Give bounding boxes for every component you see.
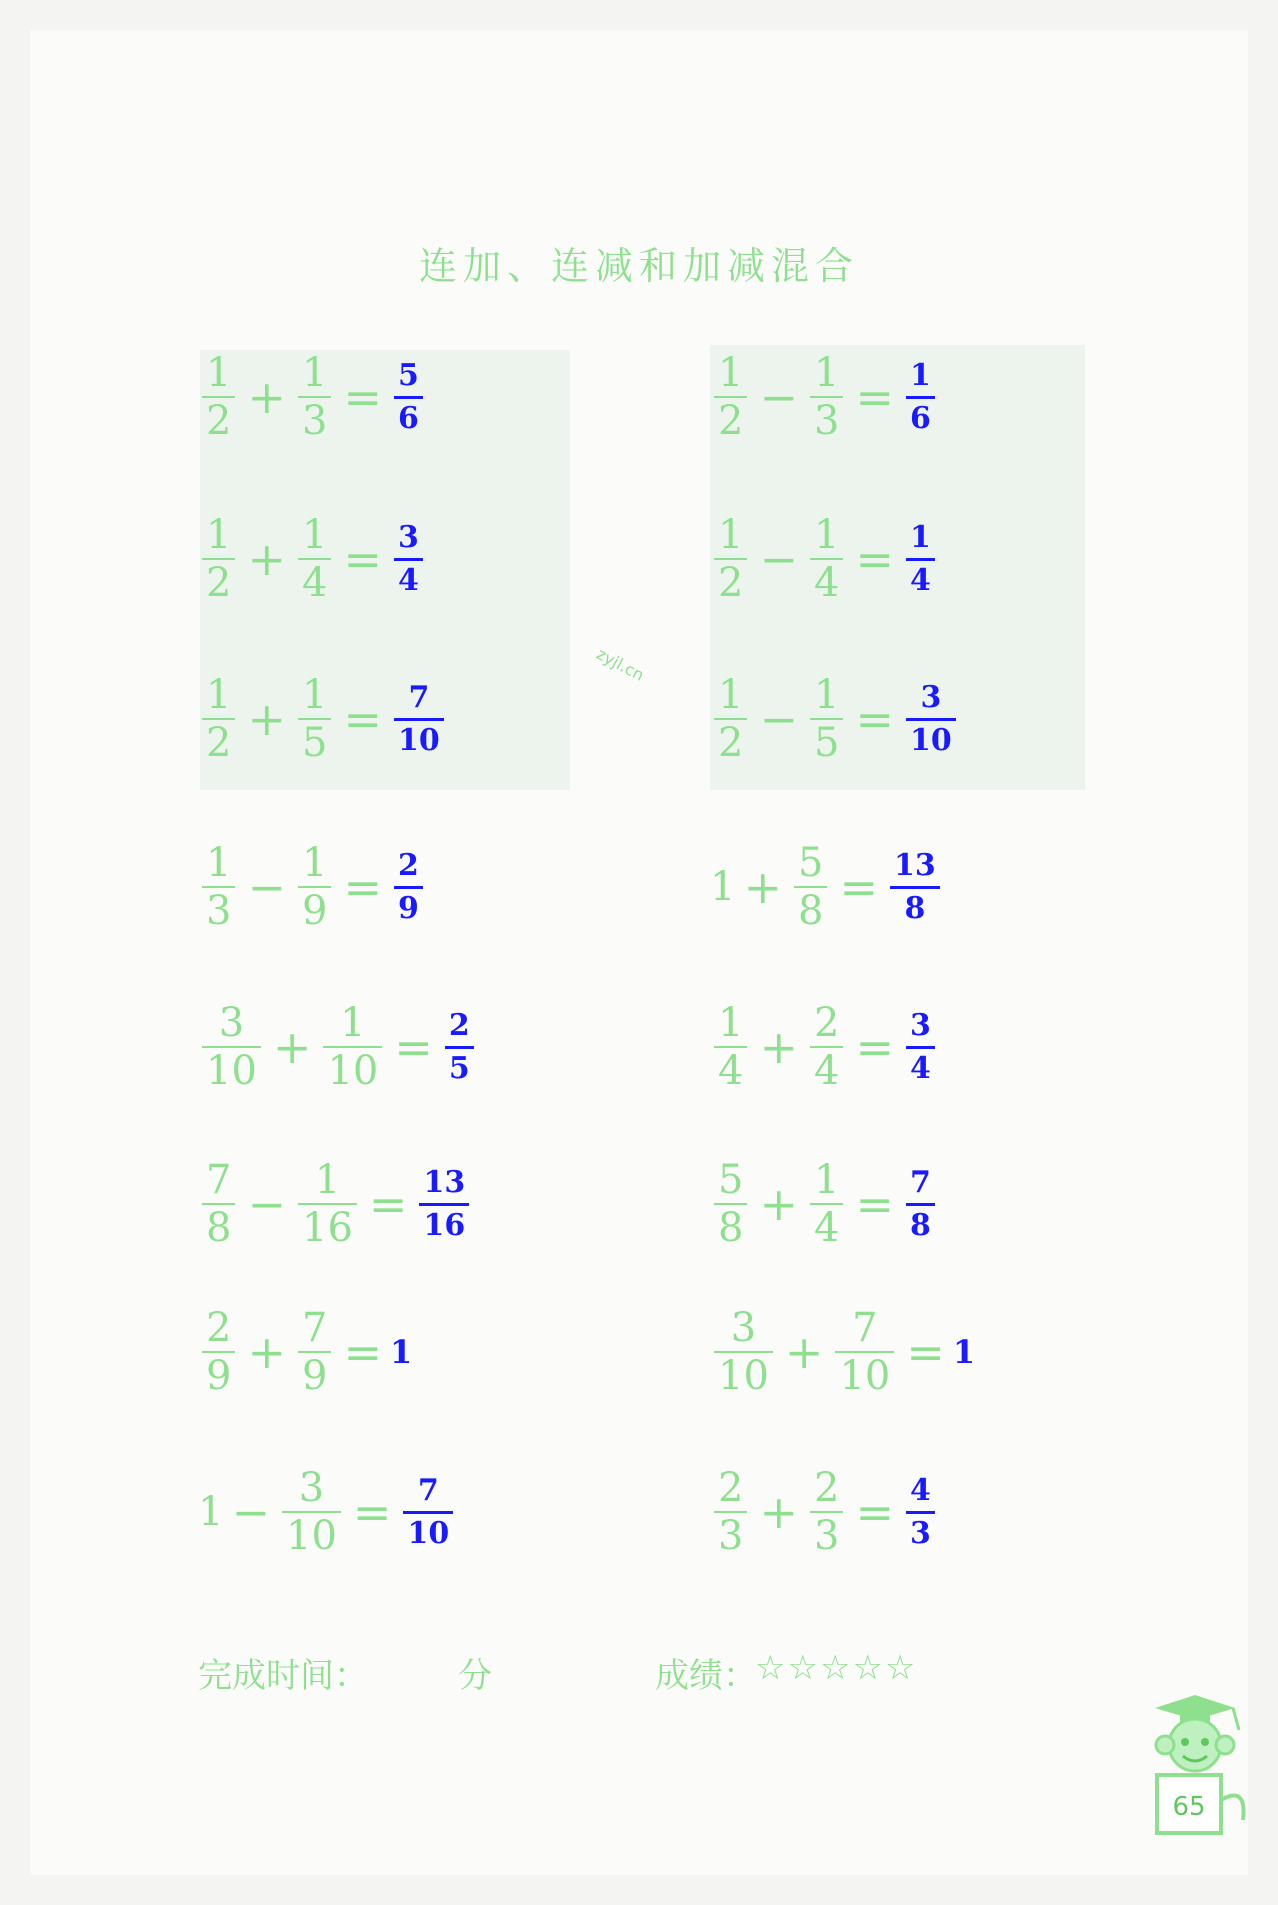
problem-12 — [710, 1157, 939, 1251]
right-fraction-numerator: 3 — [298, 1465, 325, 1511]
right-fraction-denominator: 16 — [302, 1205, 353, 1251]
left-whole-number: 1 — [198, 1489, 224, 1535]
right-fraction — [810, 672, 843, 766]
operator: − — [247, 1177, 286, 1231]
operator: + — [272, 1020, 312, 1074]
operator: − — [759, 532, 798, 586]
answer-fraction-denominator: 16 — [423, 1207, 466, 1243]
left-fraction-denominator: 8 — [206, 1205, 232, 1251]
left-fraction-denominator: 10 — [718, 1353, 769, 1399]
answer-fraction-denominator: 6 — [910, 400, 931, 436]
left-fraction — [202, 672, 235, 766]
answer-fraction-denominator: 10 — [398, 722, 440, 758]
page-title: 连加、连减和加减混合 — [418, 244, 859, 288]
left-fraction-denominator: 2 — [718, 720, 744, 766]
left-fraction-numerator: 7 — [206, 1157, 232, 1203]
left-fraction-denominator: 3 — [206, 888, 232, 934]
answer-fraction — [906, 678, 956, 761]
right-fraction-denominator: 9 — [302, 888, 328, 934]
left-fraction-numerator: 2 — [206, 1305, 232, 1351]
left-fraction-numerator: 1 — [718, 512, 744, 558]
right-fraction-numerator: 1 — [340, 1000, 366, 1046]
equals-sign: = — [855, 1020, 894, 1074]
operator: + — [759, 1485, 798, 1539]
right-fraction-numerator: 1 — [814, 512, 840, 558]
answer-fraction-numerator: 13 — [894, 847, 936, 883]
left-fraction-numerator: 1 — [718, 1000, 744, 1046]
equals-sign: = — [394, 1020, 433, 1074]
problem-1 — [198, 350, 427, 444]
operator: + — [743, 860, 782, 914]
right-fraction-denominator: 8 — [798, 888, 824, 934]
answer-fraction-numerator: 3 — [910, 1007, 931, 1043]
right-fraction — [298, 672, 331, 766]
right-fraction-denominator: 5 — [814, 720, 840, 766]
answer-fraction — [445, 1006, 474, 1089]
problem-7 — [198, 840, 427, 934]
left-fraction-denominator: 2 — [206, 398, 232, 444]
answer-fraction-denominator: 9 — [398, 890, 419, 926]
answer-fraction — [906, 356, 935, 439]
answer-fraction-numerator: 7 — [408, 679, 430, 715]
right-fraction — [810, 1157, 843, 1251]
left-fraction-denominator: 2 — [206, 720, 232, 766]
left-fraction — [714, 672, 747, 766]
problem-15 — [198, 1465, 457, 1559]
answer-fraction-numerator: 13 — [423, 1164, 466, 1200]
problem-16 — [710, 1465, 939, 1559]
answer-fraction — [906, 1471, 935, 1554]
right-fraction — [810, 1000, 843, 1094]
right-fraction — [323, 1000, 382, 1094]
answer-fraction-numerator: 1 — [910, 519, 931, 555]
answer-fraction-numerator: 7 — [910, 1164, 931, 1200]
problem-4 — [710, 512, 939, 606]
right-fraction-numerator: 2 — [814, 1465, 840, 1511]
right-fraction-denominator: 4 — [814, 1205, 840, 1251]
left-fraction-numerator: 1 — [206, 840, 232, 886]
left-fraction-numerator: 3 — [730, 1305, 757, 1351]
answer-fraction-denominator: 3 — [910, 1515, 931, 1551]
left-fraction-numerator: 1 — [718, 672, 744, 718]
answer-fraction — [906, 1163, 935, 1246]
equals-sign: = — [352, 1485, 392, 1539]
right-fraction-numerator: 1 — [814, 672, 840, 718]
problem-13 — [198, 1305, 412, 1399]
answer-fraction-denominator: 4 — [910, 562, 931, 598]
answer-fraction-denominator: 8 — [904, 890, 926, 926]
problem-8 — [710, 840, 944, 934]
problem-14 — [710, 1305, 975, 1399]
operator: + — [247, 370, 286, 424]
operator: + — [247, 692, 286, 746]
left-fraction-numerator: 1 — [206, 672, 232, 718]
score-stars: ☆☆☆☆☆ — [755, 1648, 918, 1688]
minutes-unit: 分 — [458, 1656, 492, 1696]
right-fraction-numerator: 5 — [798, 840, 824, 886]
answer-fraction-numerator: 3 — [398, 519, 419, 555]
answer-fraction — [906, 518, 935, 601]
right-fraction — [298, 1305, 331, 1399]
right-fraction — [298, 512, 331, 606]
left-fraction-denominator: 4 — [718, 1048, 744, 1094]
right-fraction-denominator: 10 — [839, 1353, 891, 1399]
equals-sign: = — [855, 1485, 894, 1539]
left-fraction — [714, 512, 747, 606]
right-fraction-numerator: 7 — [852, 1305, 878, 1351]
answer-fraction — [403, 1471, 453, 1554]
operator: − — [759, 692, 798, 746]
left-fraction — [202, 840, 235, 934]
left-fraction — [202, 512, 235, 606]
right-fraction — [298, 840, 331, 934]
left-fraction-numerator: 2 — [718, 1465, 744, 1511]
time-label: 完成时间： — [198, 1656, 368, 1696]
right-fraction-denominator: 3 — [814, 1513, 840, 1559]
answer-fraction-denominator: 4 — [398, 562, 419, 598]
problem-3 — [198, 512, 427, 606]
right-fraction — [810, 512, 843, 606]
left-fraction-denominator: 8 — [718, 1205, 744, 1251]
right-fraction-denominator: 10 — [286, 1513, 337, 1559]
answer-fraction-numerator: 2 — [448, 1007, 470, 1043]
right-fraction-denominator: 4 — [814, 560, 840, 606]
operator: + — [759, 1177, 798, 1231]
answer-fraction-numerator: 5 — [398, 357, 419, 393]
right-fraction-numerator: 7 — [302, 1305, 328, 1351]
watermark: zyjl.cn — [593, 644, 648, 685]
left-fraction — [714, 1157, 747, 1251]
equals-sign: = — [906, 1325, 945, 1379]
equals-sign: = — [343, 692, 382, 746]
left-fraction — [202, 350, 235, 444]
operator: − — [247, 860, 286, 914]
equals-sign: = — [855, 1177, 894, 1231]
equals-sign: = — [855, 692, 894, 746]
right-fraction — [810, 350, 843, 444]
left-fraction-numerator: 3 — [218, 1000, 245, 1046]
problem-10 — [710, 1000, 939, 1094]
right-fraction-denominator: 4 — [302, 560, 328, 606]
left-whole-number: 1 — [710, 864, 736, 910]
left-fraction — [202, 1000, 261, 1094]
equals-sign: = — [855, 532, 894, 586]
right-fraction-denominator: 3 — [814, 398, 840, 444]
left-fraction-denominator: 2 — [206, 560, 232, 606]
answer-fraction-denominator: 8 — [910, 1207, 931, 1243]
answer-fraction — [419, 1163, 469, 1246]
right-fraction-denominator: 10 — [327, 1048, 379, 1094]
right-fraction-numerator: 1 — [302, 672, 328, 718]
right-fraction — [835, 1305, 894, 1399]
answer-fraction — [394, 356, 423, 439]
equals-sign: = — [839, 860, 878, 914]
right-fraction — [794, 840, 827, 934]
answer-fraction-denominator: 6 — [398, 400, 419, 436]
left-fraction-numerator: 1 — [206, 512, 232, 558]
equals-sign: = — [343, 532, 382, 586]
answer-fraction — [906, 1006, 935, 1089]
equals-sign: = — [343, 860, 382, 914]
operator: + — [784, 1325, 824, 1379]
right-fraction-numerator: 1 — [302, 512, 328, 558]
left-fraction-denominator: 9 — [206, 1353, 232, 1399]
left-fraction — [714, 350, 747, 444]
left-fraction — [202, 1305, 235, 1399]
problem-2 — [710, 350, 939, 444]
left-fraction-denominator: 2 — [718, 398, 744, 444]
answer-fraction-numerator: 3 — [920, 679, 942, 715]
equals-sign: = — [343, 370, 382, 424]
right-fraction-numerator: 1 — [302, 350, 328, 396]
answer-fraction — [394, 846, 423, 929]
score-label: 成绩： — [655, 1656, 757, 1696]
problem-9 — [198, 1000, 478, 1094]
answer-whole-number: 1 — [390, 1333, 413, 1371]
operator: + — [759, 1020, 798, 1074]
right-fraction-denominator: 9 — [302, 1353, 328, 1399]
operator: + — [247, 532, 286, 586]
left-fraction — [714, 1465, 747, 1559]
left-fraction-denominator: 10 — [206, 1048, 257, 1094]
answer-fraction-numerator: 7 — [417, 1472, 439, 1508]
left-fraction-numerator: 1 — [206, 350, 232, 396]
right-fraction-numerator: 2 — [814, 1000, 840, 1046]
answer-fraction-denominator: 10 — [910, 722, 952, 758]
problem-5 — [198, 672, 448, 766]
left-fraction — [714, 1000, 747, 1094]
answer-fraction-numerator: 2 — [398, 847, 419, 883]
left-fraction-denominator: 2 — [718, 560, 744, 606]
answer-fraction-numerator: 1 — [910, 357, 931, 393]
operator: + — [247, 1325, 286, 1379]
answer-fraction — [394, 678, 444, 761]
problem-6 — [710, 672, 960, 766]
right-fraction-numerator: 1 — [314, 1157, 341, 1203]
right-fraction — [282, 1465, 341, 1559]
left-fraction — [714, 1305, 773, 1399]
operator: − — [231, 1485, 270, 1539]
answer-fraction-numerator: 4 — [910, 1472, 931, 1508]
answer-whole-number: 1 — [952, 1333, 976, 1371]
left-fraction — [202, 1157, 235, 1251]
right-fraction-denominator: 3 — [302, 398, 328, 444]
left-fraction-denominator: 3 — [718, 1513, 744, 1559]
page-number: 65 — [1172, 1792, 1206, 1822]
equals-sign: = — [855, 370, 894, 424]
monkey-mascot-icon — [1135, 1690, 1255, 1840]
answer-fraction — [394, 518, 423, 601]
equals-sign: = — [343, 1325, 382, 1379]
right-fraction-numerator: 1 — [302, 840, 328, 886]
left-fraction-numerator: 1 — [718, 350, 744, 396]
right-fraction-numerator: 1 — [814, 350, 840, 396]
operator: − — [759, 370, 798, 424]
right-fraction-denominator: 4 — [814, 1048, 840, 1094]
worksheet-page — [30, 30, 1248, 1875]
answer-fraction-denominator: 5 — [448, 1050, 470, 1086]
answer-fraction — [890, 846, 940, 929]
right-fraction — [298, 350, 331, 444]
left-fraction-numerator: 5 — [718, 1157, 744, 1203]
right-fraction-denominator: 5 — [302, 720, 328, 766]
right-fraction — [298, 1157, 357, 1251]
right-fraction — [810, 1465, 843, 1559]
problem-11 — [198, 1157, 473, 1251]
equals-sign: = — [368, 1177, 408, 1231]
answer-fraction-denominator: 4 — [910, 1050, 931, 1086]
right-fraction-numerator: 1 — [814, 1157, 840, 1203]
answer-fraction-denominator: 10 — [407, 1515, 450, 1551]
